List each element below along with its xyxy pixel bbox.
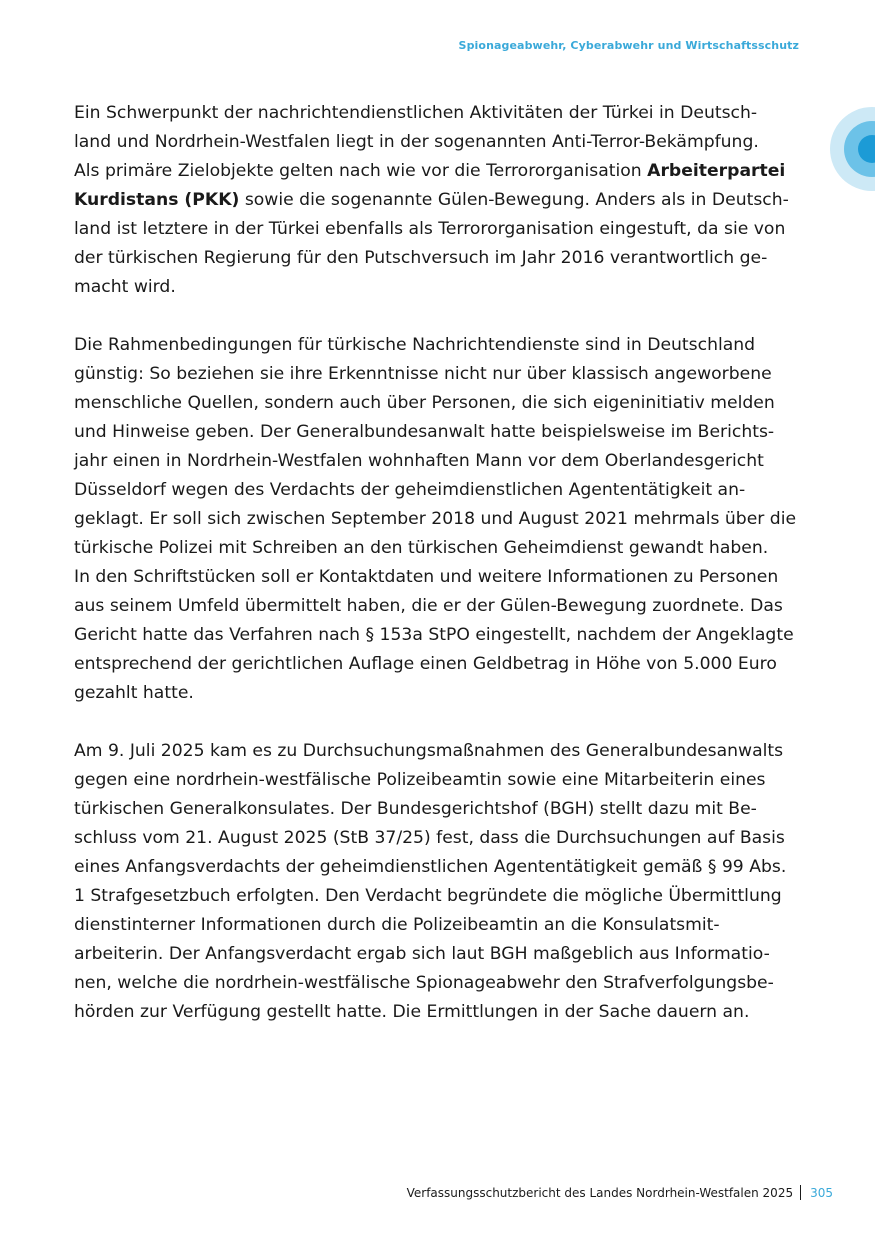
text-line — [74, 621, 804, 650]
text-line — [74, 737, 804, 766]
text-run: nen, welche die nordrhein-westfälische Spionageabwehr den Strafverfolgungsbe- — [74, 973, 774, 993]
text-run: gegen eine nordrhein-westfälische Polizeibeamtin sowie eine Mitarbeiterin eines — [74, 770, 766, 790]
text-run: sowie die sogenannte Gülen-Bewegung. Anders als in Deutsch- — [239, 190, 789, 210]
text-line — [74, 766, 804, 795]
text-line — [74, 505, 804, 534]
paragraph — [74, 99, 804, 302]
text-run: land ist letztere in der Türkei ebenfalls als Terrororganisation eingestuft, da sie von — [74, 219, 786, 239]
text-run: türkische Polizei mit Schreiben an den türkischen Geheimdienst gewandt haben. — [74, 538, 769, 558]
bold-term: Kurdistans (PKK) — [74, 190, 240, 210]
text-line — [74, 592, 804, 621]
text-run: land und Nordrhein-Westfalen liegt in der sogenannten Anti-Terror-Bekämpfung. — [74, 132, 759, 152]
text-run: Als primäre Zielobjekte gelten nach wie vor die Terrororganisation — [74, 161, 648, 181]
text-run: menschliche Quellen, sondern auch über Personen, die sich eigeninitiativ melden — [74, 393, 775, 413]
text-line — [74, 128, 804, 157]
text-line — [74, 650, 804, 679]
text-line — [74, 882, 804, 911]
text-run: hörden zur Verfügung gestellt hatte. Die Ermittlungen in der Sache dauern an. — [74, 1002, 750, 1022]
text-run: Ein Schwerpunkt der nachrichtendienstlichen Aktivitäten der Türkei in Deutsch- — [74, 103, 758, 123]
text-line — [74, 273, 804, 302]
paragraph — [74, 737, 804, 1027]
text-line — [74, 679, 804, 708]
text-run: aus seinem Umfeld übermittelt haben, die er der Gülen-Bewegung zuordnete. Das — [74, 596, 783, 616]
text-run: Am 9. Juli 2025 kam es zu Durchsuchungsmaßnahmen des Generalbundesanwalts — [74, 741, 784, 761]
text-line — [74, 563, 804, 592]
text-line — [74, 331, 804, 360]
text-run: jahr einen in Nordrhein-Westfalen wohnhaften Mann vor dem Oberlandesgericht — [74, 451, 764, 471]
text-line — [74, 795, 804, 824]
text-line — [74, 998, 804, 1027]
text-run: schluss vom 21. August 2025 (StB 37/25) fest, dass die Durchsuchungen auf Basis — [74, 828, 785, 848]
paragraph — [74, 331, 804, 708]
page-number: 305 — [810, 1185, 833, 1200]
text-line — [74, 157, 804, 186]
body-text — [74, 99, 804, 1056]
text-line — [74, 244, 804, 273]
text-run: entsprechend der gerichtlichen Auflage einen Geldbetrag in Höhe von 5.000 Euro — [74, 654, 777, 674]
text-run: günstig: So beziehen sie ihre Erkenntnisse nicht nur über klassisch angeworbene — [74, 364, 772, 384]
bold-term: Arbeiterpartei — [647, 161, 786, 181]
text-line — [74, 186, 804, 215]
text-line — [74, 215, 804, 244]
text-run: Düsseldorf wegen des Verdachts der geheimdienstlichen Agententätigkeit an- — [74, 480, 746, 500]
footer-document-title: Verfassungsschutzbericht des Landes Nordrhein-Westfalen 2025 — [406, 1185, 794, 1200]
text-run: dienstinterner Informationen durch die Polizeibeamtin an die Konsulatsmit- — [74, 915, 720, 935]
chapter-marker-icon — [830, 107, 875, 191]
text-line — [74, 389, 804, 418]
text-run: geklagt. Er soll sich zwischen September 2018 und August 2021 mehrmals über die — [74, 509, 797, 529]
text-line — [74, 447, 804, 476]
text-line — [74, 911, 804, 940]
page-footer — [407, 1185, 833, 1200]
text-line — [74, 418, 804, 447]
text-run: eines Anfangsverdachts der geheimdienstlichen Agententätigkeit gemäß § 99 Abs. — [74, 857, 787, 877]
text-line — [74, 940, 804, 969]
text-line — [74, 534, 804, 563]
text-run: türkischen Generalkonsulates. Der Bundesgerichtshof (BGH) stellt dazu mit Be- — [74, 799, 757, 819]
text-line — [74, 99, 804, 128]
text-run: In den Schriftstücken soll er Kontaktdaten und weitere Informationen zu Personen — [74, 567, 779, 587]
text-run: 1 Strafgesetzbuch erfolgten. Den Verdacht begründete die mögliche Übermittlung — [74, 886, 782, 906]
text-run: Die Rahmenbedingungen für türkische Nachrichtendienste sind in Deutschland — [74, 335, 756, 355]
text-run: gezahlt hatte. — [74, 683, 194, 703]
running-header: Spionageabwehr, Cyberabwehr und Wirtschaftsschutz — [458, 39, 799, 52]
text-line — [74, 476, 804, 505]
text-run: arbeiterin. Der Anfangsverdacht ergab sich laut BGH maßgeblich aus Informatio- — [74, 944, 770, 964]
text-line — [74, 824, 804, 853]
text-run: macht wird. — [74, 277, 176, 297]
text-line — [74, 360, 804, 389]
text-run: Gericht hatte das Verfahren nach § 153a StPO eingestellt, nachdem der Angeklagte — [74, 625, 794, 645]
text-line — [74, 969, 804, 998]
text-line — [74, 853, 804, 882]
text-run: der türkischen Regierung für den Putschversuch im Jahr 2016 verantwortlich ge- — [74, 248, 768, 268]
footer-divider — [800, 1185, 801, 1200]
text-run: und Hinweise geben. Der Generalbundesanwalt hatte beispielsweise im Berichts- — [74, 422, 775, 442]
